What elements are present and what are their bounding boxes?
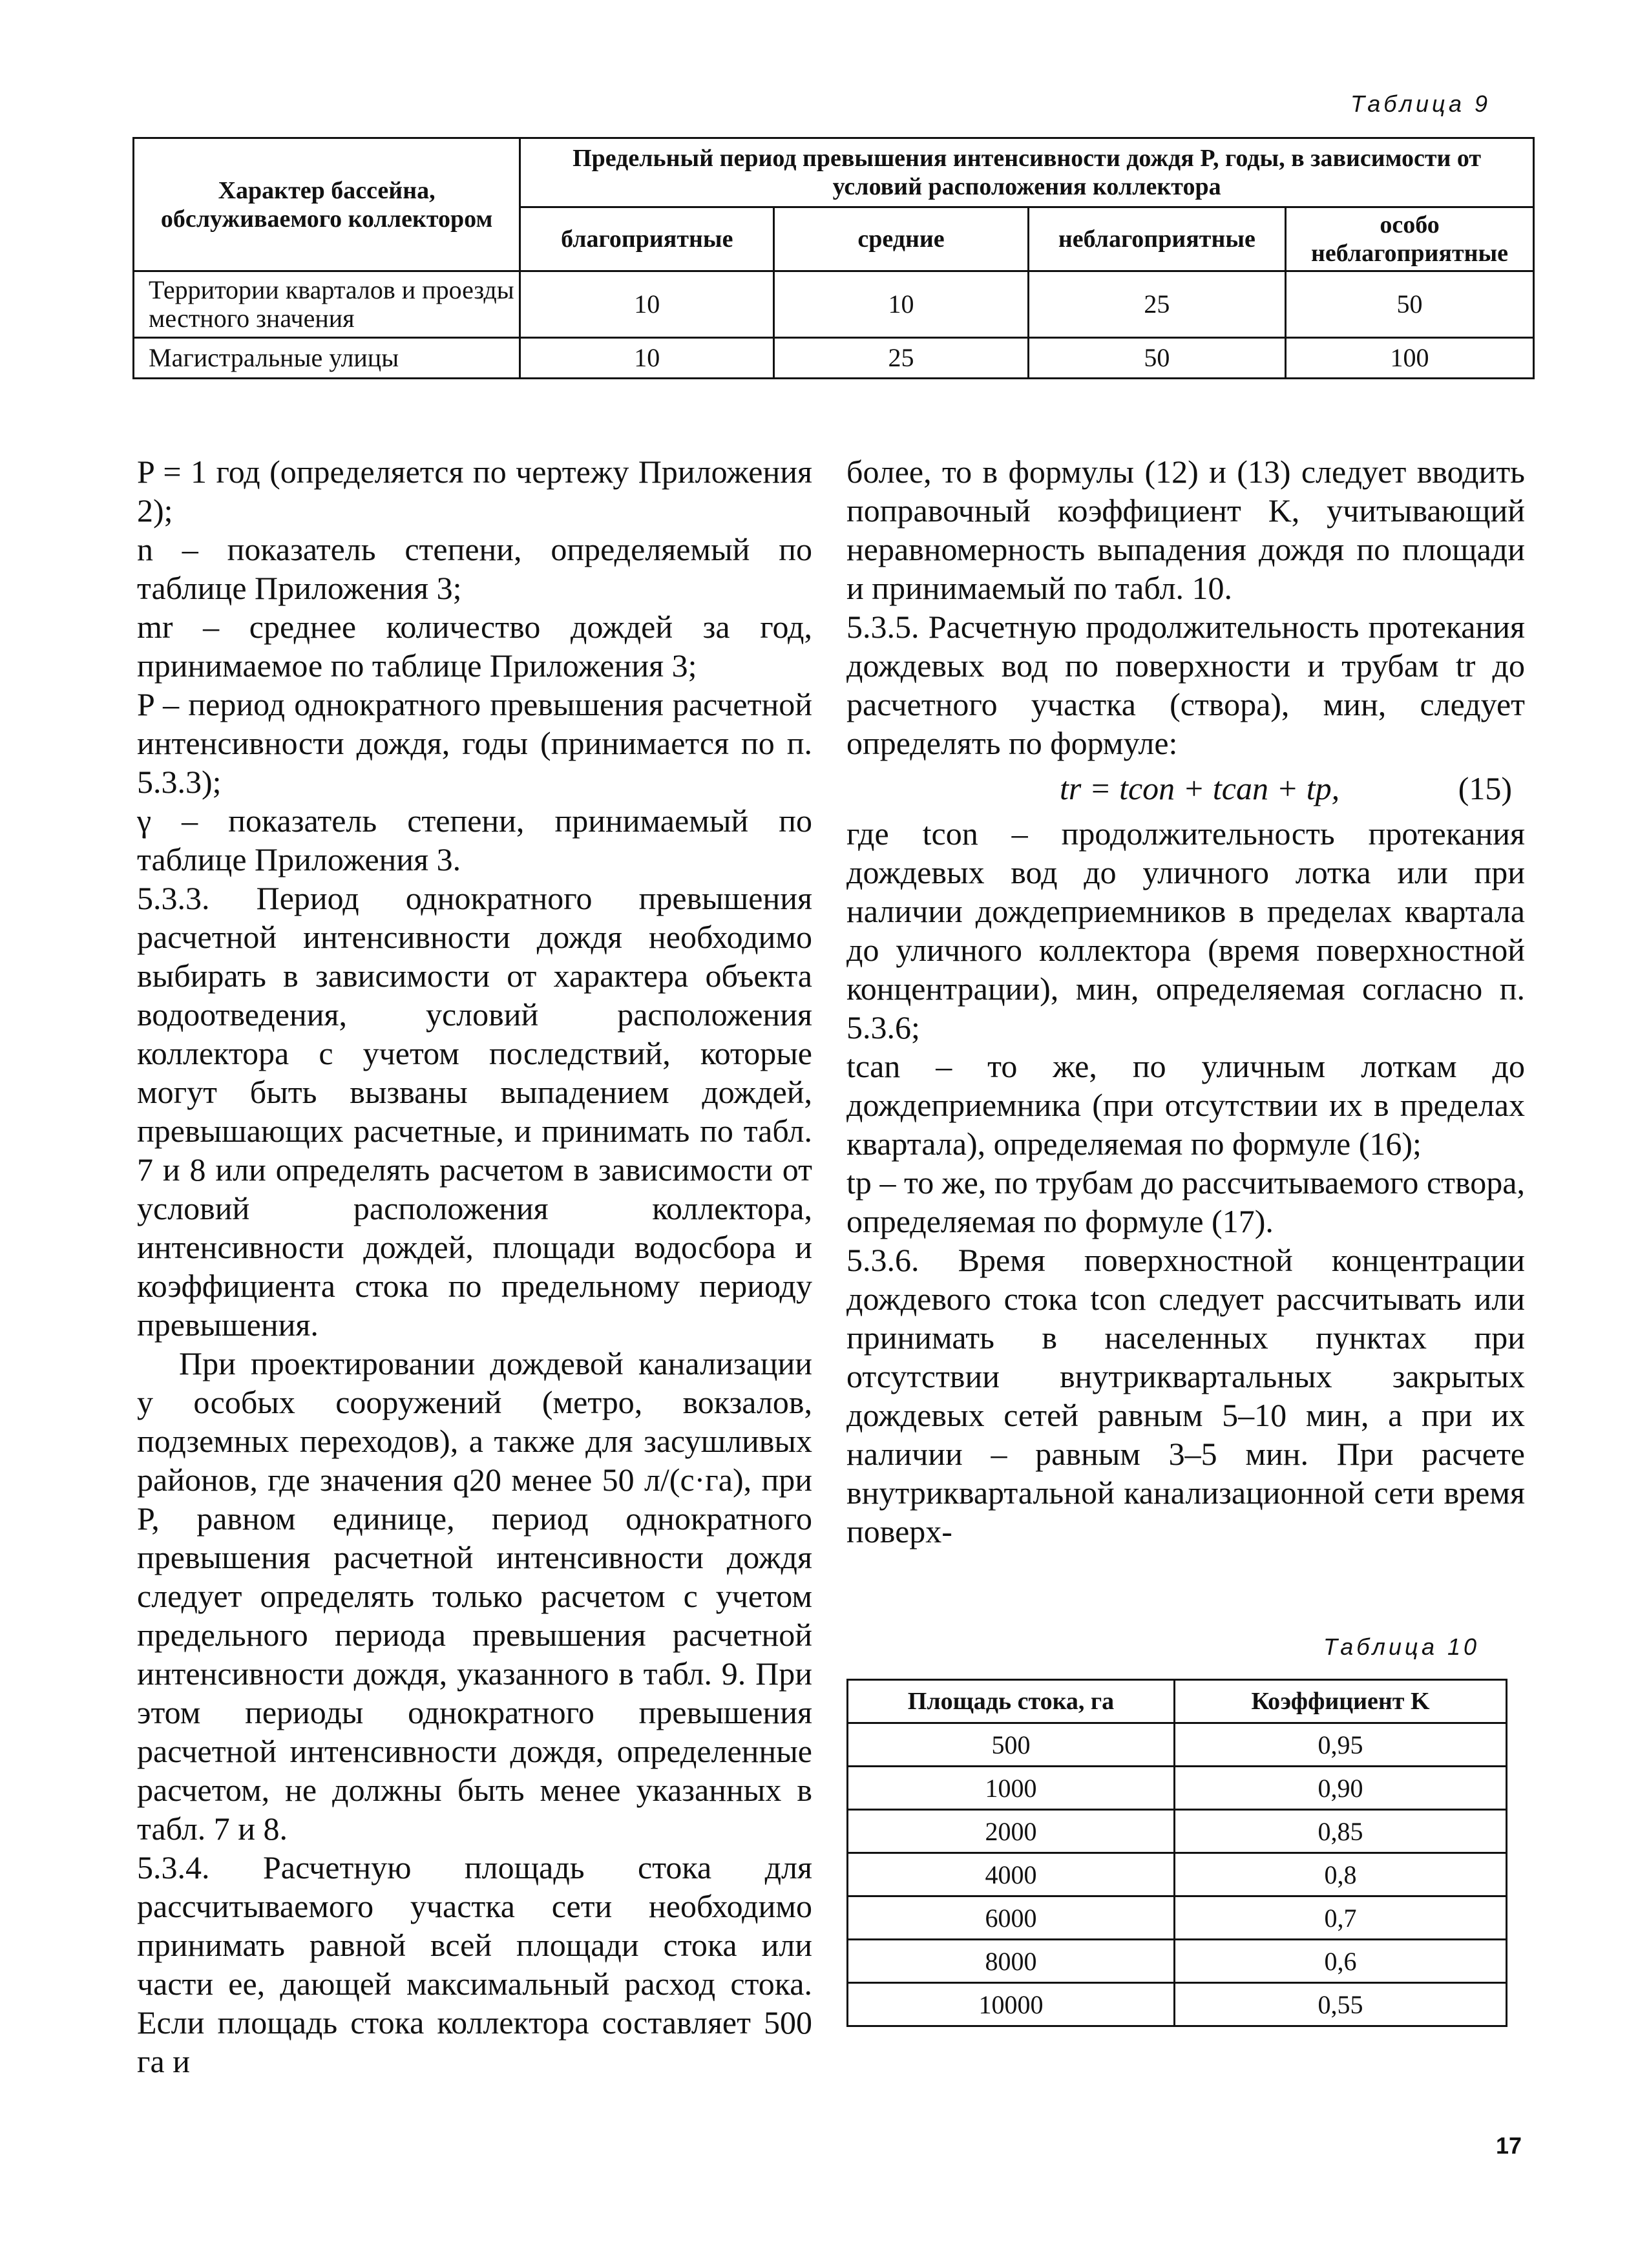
paragraph: 5.3.6. Время поверхностной концентрации дождевого стока tcon следует рассчитывать или принимать в населенных пунктах при отсутствии внутриквартальных закрытых дождевых сетей равным 5–10 мин, а при их наличии – равным 3–5 мин. При расчете внутриквартальной канализационной сети время поверх- — [846, 1242, 1525, 1549]
table9-subheader-4: особо неблагоприятные — [1286, 207, 1534, 271]
formula-expression: tr = tcon + tcan + tp, — [1060, 770, 1340, 806]
table-cell: 100 — [1286, 338, 1534, 379]
table-cell: 0,95 — [1175, 1723, 1507, 1767]
table-cell: 50 — [1286, 271, 1534, 338]
formula-15 — [846, 762, 1525, 814]
table-cell: 0,6 — [1175, 1940, 1507, 1983]
table9-subheader-3: неблагоприятные — [1028, 207, 1285, 271]
table-cell: 0,85 — [1175, 1810, 1507, 1853]
paragraph: 5.3.5. Расчетную продолжительность протекания дождевых вод по поверхности и трубам tr до расчетного участка (створа), мин, следует определять по формуле: — [846, 609, 1525, 761]
table9-group-header: Предельный период превышения интенсивности дождя P, годы, в зависимости от условий расположения коллектора — [520, 138, 1534, 207]
page-number: 17 — [1496, 2132, 1522, 2159]
table9-label: Таблица 9 — [1350, 90, 1491, 117]
table9-subheader-2: средние — [774, 207, 1028, 271]
table-cell: 8000 — [848, 1940, 1175, 1983]
table-cell: 10000 — [848, 1983, 1175, 2026]
table-cell: 6000 — [848, 1896, 1175, 1940]
table-cell: 50 — [1028, 338, 1285, 379]
table-cell: 25 — [774, 338, 1028, 379]
table-row — [848, 1810, 1507, 1853]
table-cell: 1000 — [848, 1767, 1175, 1810]
table-cell: 0,7 — [1175, 1896, 1507, 1940]
table10-header-coefficient: Коэффициент K — [1175, 1680, 1507, 1723]
paragraph: n – показатель степени, определяемый по таблице Приложения 3; — [137, 531, 812, 606]
table9-row-name: Территории кварталов и проезды местного значения — [134, 271, 520, 338]
table10-label: Таблица 10 — [1323, 1633, 1480, 1660]
table-row — [848, 1723, 1507, 1767]
table-row — [848, 1940, 1507, 1983]
paragraph: 5.3.4. Расчетную площадь стока для рассчитываемого участка сети необходимо принимать равной всей площади стока или части ее, дающей максимальный расход стока. Если площадь стока коллектора составляет 500 га и — [137, 1849, 812, 2079]
table9-subheader-1: благоприятные — [520, 207, 774, 271]
table-cell: 0,55 — [1175, 1983, 1507, 2026]
table10 — [846, 1679, 1507, 2027]
paragraph: mr – среднее количество дождей за год, принимаемое по таблице Приложения 3; — [137, 609, 812, 684]
table-row — [134, 338, 1534, 379]
table-cell: 10 — [774, 271, 1028, 338]
paragraph: где tcon – продолжительность протекания дождевых вод до уличного лотка или при наличии дождеприемников в пределах квартала до уличного коллектора (время поверхностной концентрации), мин, определяемая согласно п. 5.3.6; — [846, 815, 1525, 1045]
table-row — [848, 1983, 1507, 2026]
table-cell: 4000 — [848, 1853, 1175, 1896]
right-column — [846, 452, 1525, 1551]
table-cell: 10 — [520, 271, 774, 338]
table-cell: 25 — [1028, 271, 1285, 338]
paragraph: P – период однократного превышения расчетной интенсивности дождя, годы (принимается по п. 5.3.3); — [137, 686, 812, 800]
table-row — [848, 1896, 1507, 1940]
paragraph: tcan – то же, по уличным лоткам до дождеприемника (при отсутствии их в пределах квартала), определяемая по формуле (16); — [846, 1048, 1525, 1162]
table9-row-name: Магистральные улицы — [134, 338, 520, 379]
table-row — [848, 1853, 1507, 1896]
table9 — [132, 137, 1535, 379]
table-row — [848, 1767, 1507, 1810]
table10-header-area: Площадь стока, га — [848, 1680, 1175, 1723]
paragraph: tp – то же, по трубам до рассчитываемого створа, определяемая по формуле (17). — [846, 1164, 1525, 1239]
formula-number: (15) — [1458, 770, 1512, 806]
paragraph: При проектировании дождевой канализации у особых сооружений (метро, вокзалов, подземных переходов), а также для засушливых районов, где значения q20 менее 50 л/(с·га), при P, равном единице, период однократного превышения расчетной интенсивности дождя следует определять только расчетом с учетом предельного периода превышения расчетной интенсивности дождя, указанного в табл. 9. При этом периоды однократного превышения расчетной интенсивности дождя, определенные расчетом, не должны быть менее указанных в табл. 7 и 8. — [137, 1345, 812, 1847]
table-cell: 10 — [520, 338, 774, 379]
paragraph: γ – показатель степени, принимаемый по таблице Приложения 3. — [137, 803, 812, 877]
table-cell: 2000 — [848, 1810, 1175, 1853]
table-row — [134, 271, 1534, 338]
left-column — [137, 452, 812, 2081]
table-cell: 0,8 — [1175, 1853, 1507, 1896]
paragraph: более, то в формулы (12) и (13) следует вводить поправочный коэффициент K, учитывающий неравномерность выпадения дождя по площади и принимаемый по табл. 10. — [846, 454, 1525, 606]
table-cell: 500 — [848, 1723, 1175, 1767]
table9-col1-header: Характер бассейна, обслуживаемого коллектором — [134, 138, 520, 271]
paragraph: P = 1 год (определяется по чертежу Приложения 2); — [137, 454, 812, 529]
table-cell: 0,90 — [1175, 1767, 1507, 1810]
paragraph: 5.3.3. Период однократного превышения расчетной интенсивности дождя необходимо выбирать в зависимости от характера объекта водоотведения, условий расположения коллектора с учетом последствий, которые могут быть вызваны выпадением дождей, превышающих расчетные, и принимать по табл. 7 и 8 или определять расчетом в зависимости от условий расположения коллектора, интенсивности дождей, площади водосбора и коэффициента стока по предельному периоду превышения. — [137, 880, 812, 1343]
